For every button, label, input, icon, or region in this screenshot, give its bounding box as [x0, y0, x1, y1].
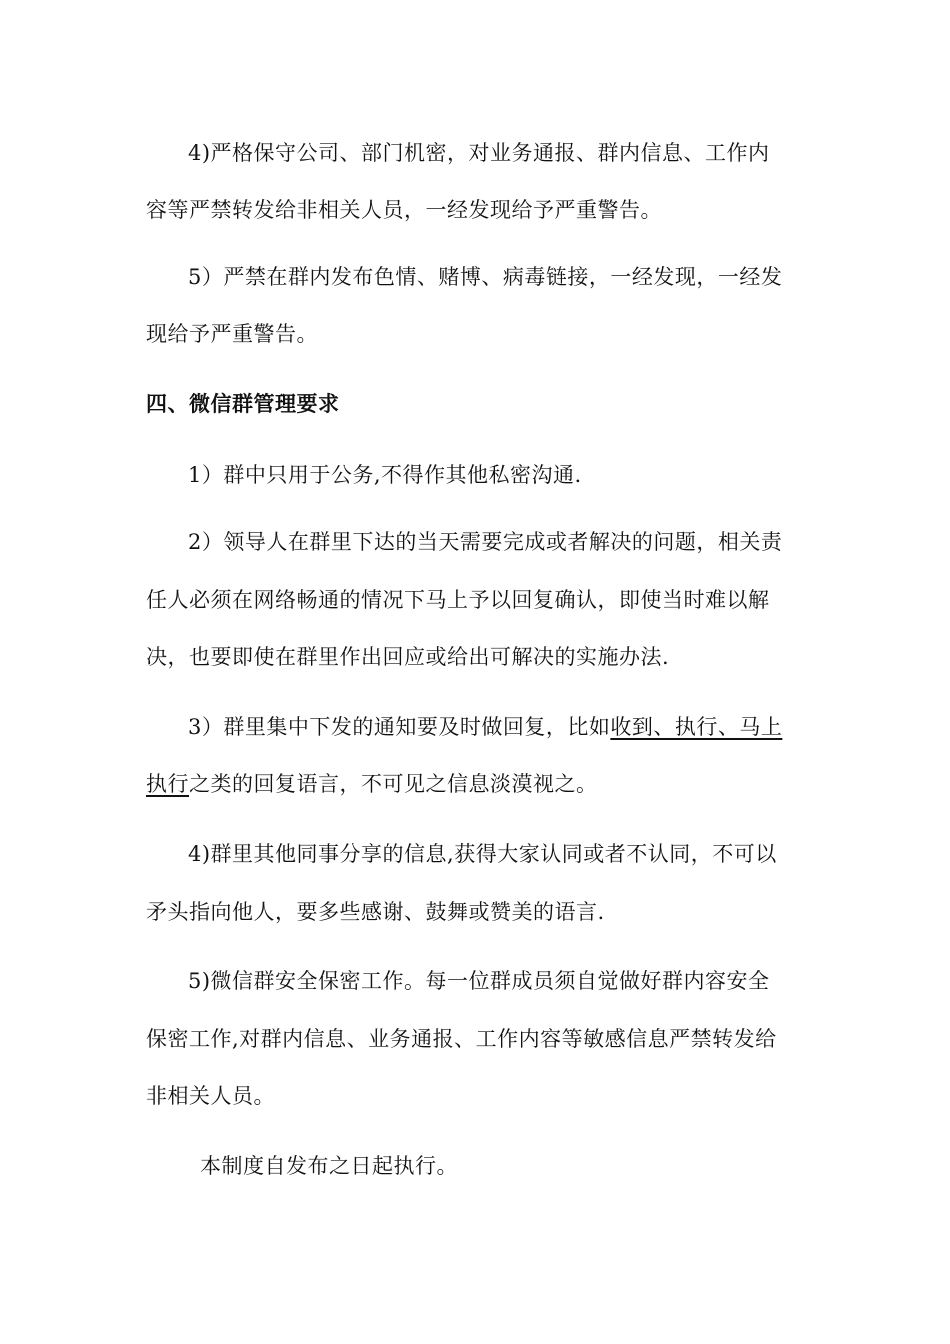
requirement-5-line-1: 5)微信群安全保密工作。每一位群成员须自觉做好群内容安全 [188, 969, 770, 993]
requirement-3-line-1 [188, 712, 782, 742]
paragraph-5-line-1: 5）严禁在群内发布色情、赌博、病毒链接，一经发现，一经发 [188, 265, 783, 289]
requirement-4-line-1: 4)群里其他同事分享的信息,获得大家认同或者不认同，不可以 [188, 842, 777, 866]
underlined-phrase: 收到、执行、马上 [610, 715, 783, 739]
requirement-2-line-2: 任人必须在网络畅通的情况下马上予以回复确认，即使当时难以解 [146, 588, 770, 612]
requirement-5-line-2: 保密工作,对群内信息、业务通报、工作内容等敏感信息严禁转发给 [146, 1027, 777, 1051]
paragraph-4-line-2: 容等严禁转发给非相关人员，一经发现给予严重警告。 [146, 198, 662, 222]
requirement-3-text-end: 之类的回复语言，不可见之信息淡漠视之。 [189, 772, 598, 796]
requirement-5-line-3: 非相关人员。 [146, 1084, 275, 1108]
paragraph-5-line-2: 现给予严重警告。 [146, 322, 318, 346]
requirement-4-line-2: 矛头指向他人，要多些感谢、鼓舞或赞美的语言. [146, 900, 605, 924]
requirement-3-line-2 [146, 769, 598, 799]
requirement-1: 1）群中只用于公务,不得作其他私密沟通. [188, 463, 582, 487]
requirement-2-line-3: 决，也要即使在群里作出回应或给出可解决的实施办法. [146, 645, 670, 669]
paragraph-4-line-1: 4)严格保守公司、部门机密，对业务通报、群内信息、工作内 [188, 141, 770, 165]
requirement-3-text: 3）群里集中下发的通知要及时做回复，比如 [188, 715, 611, 739]
closing-statement: 本制度自发布之日起执行。 [200, 1154, 458, 1178]
underlined-phrase-end: 执行 [146, 772, 189, 796]
section-heading: 四、微信群管理要求 [146, 391, 340, 416]
requirement-2-line-1: 2）领导人在群里下达的当天需要完成或者解决的问题，相关责 [188, 530, 783, 554]
